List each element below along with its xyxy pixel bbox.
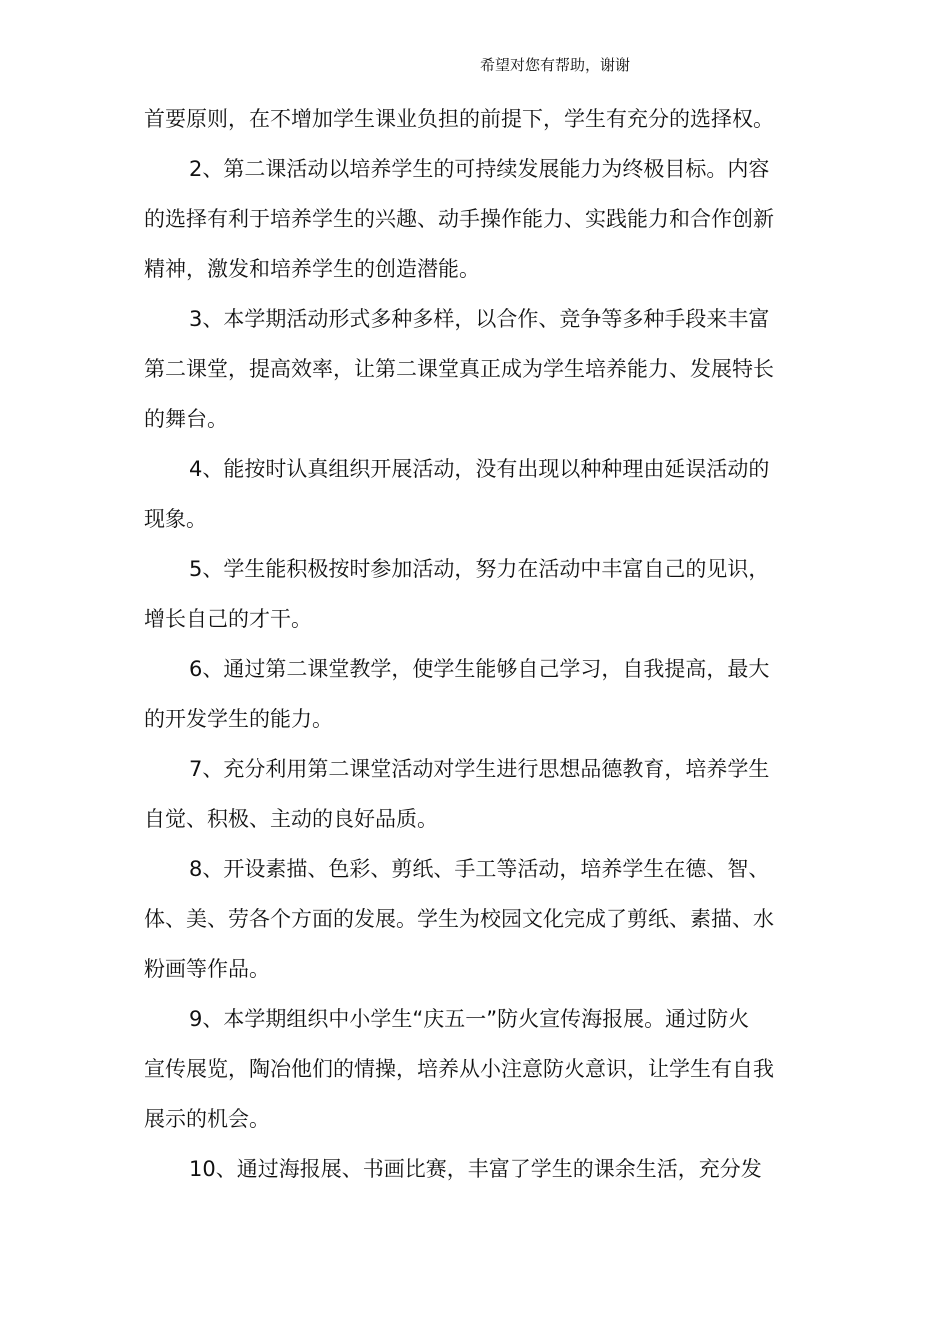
header-note: 希望对您有帮助，谢谢 — [479, 56, 630, 74]
text-line: 宣传展览，陶冶他们的情操，培养从小注意防火意识，让学生有自我 — [144, 1057, 774, 1081]
text-line: 首要原则，在不增加学生课业负担的前提下，学生有充分的选择权。 — [144, 107, 774, 131]
text-line: 8、开设素描、色彩、剪纸、手工等活动，培养学生在德、智、 — [189, 857, 770, 881]
document-body — [144, 94, 818, 1194]
text-line: 第二课堂，提高效率，让第二课堂真正成为学生培养能力、发展特长 — [144, 357, 774, 381]
text-line: 3、本学期活动形式多种多样，以合作、竞争等多种手段来丰富 — [189, 307, 770, 331]
text-line: 7、充分利用第二课堂活动对学生进行思想品德教育，培养学生 — [189, 757, 770, 781]
text-line: 的舞台。 — [144, 407, 228, 431]
text-line: 5、学生能积极按时参加活动，努力在活动中丰富自己的见识， — [189, 557, 770, 581]
text-line: 6、通过第二课堂教学，使学生能够自己学习，自我提高，最大 — [189, 657, 770, 681]
text-line: 粉画等作品。 — [144, 957, 270, 981]
text-line: 精神，激发和培养学生的创造潜能。 — [144, 257, 480, 281]
text-line: 的开发学生的能力。 — [144, 707, 333, 731]
text-line: 自觉、积极、主动的良好品质。 — [144, 807, 438, 831]
text-line: 体、美、劳各个方面的发展。学生为校园文化完成了剪纸、素描、水 — [144, 907, 774, 931]
text-line: 展示的机会。 — [144, 1107, 270, 1131]
text-line: 9、本学期组织中小学生“庆五一”防火宣传海报展。通过防火 — [189, 1007, 750, 1031]
text-line: 增长自己的才干。 — [144, 607, 312, 631]
text-line: 的选择有利于培养学生的兴趣、动手操作能力、实践能力和合作创新 — [144, 207, 774, 231]
text-line: 4、能按时认真组织开展活动，没有出现以种种理由延误活动的 — [189, 457, 770, 481]
text-line: 2、第二课活动以培养学生的可持续发展能力为终极目标。内容 — [189, 157, 770, 181]
text-line: 10、通过海报展、书画比赛，丰富了学生的课余生活，充分发 — [189, 1157, 762, 1181]
text-line: 现象。 — [144, 507, 207, 531]
